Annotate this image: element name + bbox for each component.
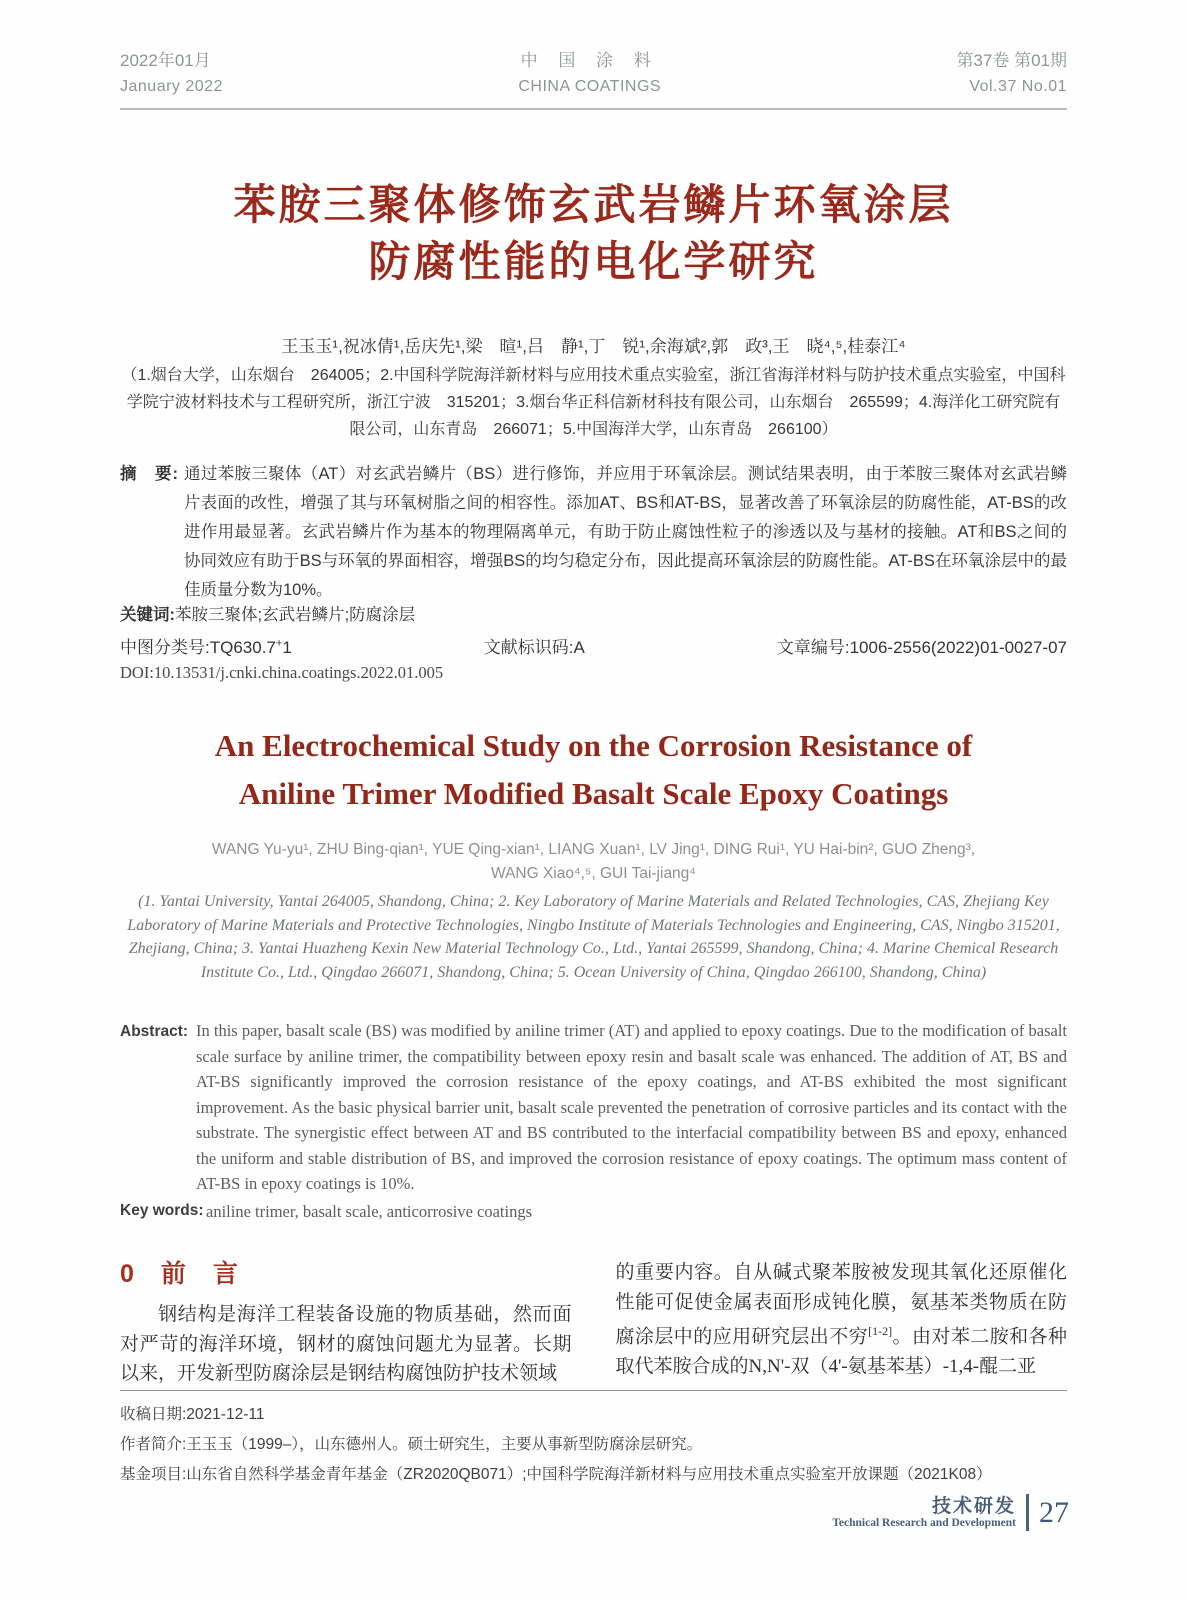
footnote-funding: 基金项目:山东省自然科学基金青年基金（ZR2020QB071）;中国科学院海洋新材料与应用技术重点实验室开放课题（2021K08）	[120, 1466, 992, 1483]
header-journal-en: CHINA COATINGS	[518, 78, 662, 95]
clc-superscript: +	[275, 637, 283, 650]
affiliations-cn: （1.烟台大学，山东烟台 264005；2.中国科学院海洋新材料与应用技术重点实验室，浙江省海洋材料与防护技术重点实验室，中国科学院宁波材料技术与工程研究所，浙江宁波 315201；3.烟台华正科信新材科技有限公司，山东烟台 265599；4.海洋化工研究院有限公司，山东青岛 266071；5.中国海洋大学，山东青岛 266100）	[121, 367, 1066, 438]
section-heading	[120, 1258, 572, 1290]
authors-cn: 王玉玉¹,祝冰倩¹,岳庆先¹,梁 暄¹,吕 静¹,丁 锐¹,余海斌²,郭 政³,王 晓⁴,⁵,桂泰江⁴	[281, 337, 906, 356]
authors-en-line2: WANG Xiao⁴,⁵, GUI Tai-jiang⁴	[491, 865, 696, 882]
footer-column-en: Technical Research and Development	[832, 1517, 1016, 1529]
document-code: 文献标识码:A	[483, 638, 585, 657]
authors-en	[120, 838, 1067, 886]
abstract-en	[120, 1018, 1067, 1197]
header-date-cn: 2022年01月	[120, 51, 211, 70]
keywords-cn-label: 关键词:	[120, 606, 175, 624]
article-title-en-line1: An Electrochemical Study on the Corrosion Resistance of	[214, 728, 973, 763]
footnotes	[120, 1390, 1067, 1490]
footer-column-cn: 技术研发	[931, 1496, 1016, 1517]
header-journal-name	[518, 48, 661, 100]
keywords-cn	[120, 601, 1067, 625]
header-date	[120, 48, 223, 100]
section-title: 前 言	[160, 1260, 239, 1288]
body-column-right	[616, 1258, 1068, 1389]
body-paragraph-right: 的重要内容。自从碱式聚苯胺被发现其氧化还原催化性能可促使金属表面形成钝化膜，氨基苯类物质在防腐涂层中的应用研究层出不穷[1-2]。由对苯二胺和各种取代苯胺合成的N,N'-双（4'-氨基苯基）-1,4-醌二亚	[615, 1262, 1067, 1377]
keywords-en	[120, 1202, 1067, 1222]
header-issue	[956, 48, 1067, 100]
article-id: 文章编号:1006-2556(2022)01-0027-07	[776, 638, 1067, 657]
affiliations-en: (1. Yantai University, Yantai 264005, Shandong, China; 2. Key Laboratory of Marine Materials and Related Technologies, CAS, Zhejiang Key Laboratory of Marine Materials and Protective Technologies, Ningbo Institute of Materials Technologies and Engineering, CAS, Ningbo 315201, Zhejiang, China; 3. Yantai Huazheng Kexin New Material Technology Co., Ltd., Yantai 265599, Shandong, China; 4. Marine Chemical Research Institute Co., Ltd., Qingdao 266071, Shandong, China; 5. Ocean University of China, Qingdao 266100, Shandong, China)	[127, 893, 1060, 981]
header-journal-cn: 中 国 涂 料	[520, 51, 659, 70]
header-issue-cn: 第37卷 第01期	[956, 51, 1067, 70]
header-date-en: January 2022	[120, 78, 223, 95]
abstract-cn-text: 通过苯胺三聚体（AT）对玄武岩鳞片（BS）进行修饰，并应用于环氧涂层。测试结果表明，由于苯胺三聚体对玄武岩鳞片表面的改性，增强了其与环氧树脂之间的相容性。添加AT、BS和AT-BS，显著改善了环氧涂层的防腐性能，AT-BS的改进作用最显著。玄武岩鳞片作为基本的物理隔离单元，有助于防止腐蚀性粒子的渗透以及与基材的接触。AT和BS之间的协同效应有助于BS与环氧的界面相容，增强BS的均匀稳定分布，因此提高环氧涂层的防腐性能。AT-BS在环氧涂层中的最佳质量分数为10%。	[184, 465, 1067, 599]
abstract-en-label: Abstract:	[120, 1023, 189, 1040]
keywords-cn-text: 苯胺三聚体;玄武岩鳞片;防腐涂层	[175, 606, 416, 624]
abstract-cn-label: 摘 要:	[120, 465, 179, 483]
body-paragraph-left: 钢结构是海洋工程装备设施的物质基础，然而面对严苛的海洋环境，钢材的腐蚀问题尤为显著。长期以来，开发新型防腐涂层是钢结构腐蚀防护技术领域	[120, 1304, 572, 1384]
article-title-en-line2: Aniline Trimer Modified Basalt Scale Epoxy Coatings	[238, 776, 949, 811]
article-title-cn-line2: 防腐性能的电化学研究	[368, 238, 819, 285]
keywords-en-text: aniline trimer, basalt scale, anticorrosive coatings	[206, 1202, 533, 1221]
clc-number: 中图分类号:TQ630.7+1	[120, 637, 292, 657]
body-columns	[120, 1258, 1067, 1389]
article-title-cn	[120, 176, 1067, 290]
section-number: 0	[120, 1260, 135, 1288]
header-issue-en: Vol.37 No.01	[969, 78, 1067, 95]
footnote-received-date: 收稿日期:2021-12-11	[120, 1406, 265, 1423]
body-column-left	[120, 1258, 572, 1389]
page-number: 27	[1039, 1495, 1069, 1529]
classification-row	[120, 633, 1067, 658]
doi: DOI:10.13531/j.cnki.china.coatings.2022.01.005	[120, 663, 444, 682]
article-title-cn-line1: 苯胺三聚体修饰玄武岩鳞片环氧涂层	[233, 181, 954, 228]
abstract-cn	[120, 460, 1067, 605]
authors-en-line1: WANG Yu-yu¹, ZHU Bing-qian¹, YUE Qing-xian¹, LIANG Xuan¹, LV Jing¹, DING Rui¹, YU Hai-bin², GUO Zheng³,	[211, 841, 976, 858]
article-title-en	[120, 722, 1067, 818]
footnote-author-bio: 作者简介:王玉玉（1999–），山东德州人。硕士研究生，主要从事新型防腐涂层研究。	[120, 1436, 703, 1453]
keywords-en-label: Key words:	[120, 1202, 204, 1219]
abstract-en-text: In this paper, basalt scale (BS) was modified by aniline trimer (AT) and applied to epoxy coatings. Due to the modification of basalt scale surface by aniline trimer, the compatibility between epoxy resin and basalt scale was enhanced. The addition of AT, BS and AT-BS significantly improved the corrosion resistance of the epoxy coatings, and AT-BS exhibited the most significant improvement. As the basic physical barrier unit, basalt scale prevented the penetration of corrosive particles and its contact with the substrate. The synergistic effect between AT and BS contributed to the interfacial compatibility between BS and epoxy, enhanced the uniform and stable distribution of BS, and improved the corrosion resistance of epoxy coatings. The optimum mass content of AT-BS in epoxy coatings is 10%.	[196, 1021, 1067, 1193]
journal-header	[120, 48, 1067, 110]
page-footer	[832, 1494, 1069, 1531]
footer-column-label	[832, 1494, 1029, 1531]
citation-ref: [1-2]	[868, 1324, 893, 1338]
